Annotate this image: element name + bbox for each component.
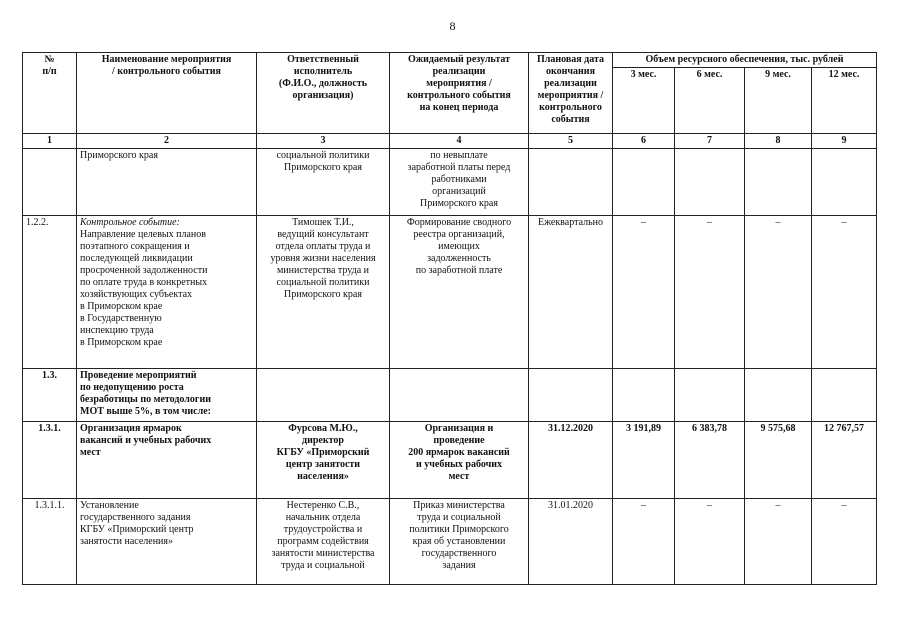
row-name: Организация ярмарок вакансий и учебных рабочих мест [77,422,257,499]
row-name: Направление целевых планов поэтапного сокращения и последующей ликвидации просроченной задолженности по оплате труда в конкретных хозяйствующих субъектах в Приморском крае в Государственную инспекцию труда в Приморском крае [80,229,208,348]
row-value-9: 9 575,68 [745,422,812,499]
row-responsible [257,369,390,422]
plan-table [22,52,877,585]
row-number: 1.3.1. [23,422,77,499]
header-period-3: 3 мес. [613,68,675,134]
row-value-9 [745,369,812,422]
row-name-cell [77,216,257,369]
row-value-6: – [675,499,745,585]
header-responsible: Ответственный исполнитель (Ф.И.О., должность организация) [257,53,390,134]
header-num: № п/п [23,53,77,134]
row-value-3: 3 191,89 [613,422,675,499]
row-result: Приказ министерства труда и социальной политики Приморского края об установлении государственного задания [390,499,529,585]
row-value-9: – [745,216,812,369]
row-name: Приморского края [77,149,257,216]
header-period-12: 12 мес. [812,68,877,134]
column-number: 5 [529,134,613,149]
header-funding: Объем ресурсного обеспечения, тыс. рублей [613,53,877,68]
table-row [23,216,877,369]
page-number: 8 [449,19,456,33]
row-value-9 [745,149,812,216]
table-row [23,422,877,499]
row-number: 1.3.1.1. [23,499,77,585]
row-name: Установление государственного задания КГБУ «Приморский центр занятости населения» [77,499,257,585]
header-name: Наименование мероприятия / контрольного события [77,53,257,134]
row-responsible: Фурсова М.Ю., директор КГБУ «Приморский центр занятости населения» [257,422,390,499]
column-number: 9 [812,134,877,149]
table-row [23,369,877,422]
row-result [390,369,529,422]
header-result: Ожидаемый результат реализации мероприятия / контрольного события на конец периода [390,53,529,134]
row-number [23,149,77,216]
row-name-prefix: Контрольное событие: [80,217,180,228]
row-value-12: 12 767,57 [812,422,877,499]
column-number-row [23,134,877,149]
row-responsible: социальной политики Приморского края [257,149,390,216]
row-responsible: Тимошек Т.И., ведущий консультант отдела оплаты труда и уровня жизни населения министерства труда и социальной политики Приморского края [257,216,390,369]
column-number: 3 [257,134,390,149]
row-result: Организация и проведение 200 ярмарок вакансий и учебных рабочих мест [390,422,529,499]
row-value-3 [613,149,675,216]
row-value-3: – [613,499,675,585]
header-period-9: 9 мес. [745,68,812,134]
row-date: 31.01.2020 [529,499,613,585]
row-date: 31.12.2020 [529,422,613,499]
row-number: 1.3. [23,369,77,422]
row-name: Проведение мероприятий по недопущению роста безработицы по методологии МОТ выше 5%, в том числе: [77,369,257,422]
column-number: 4 [390,134,529,149]
header-period-6: 6 мес. [675,68,745,134]
column-number: 1 [23,134,77,149]
row-value-6: 6 383,78 [675,422,745,499]
row-value-12: – [812,499,877,585]
row-value-12 [812,369,877,422]
row-date: Ежеквартально [529,216,613,369]
row-result: по невыплате заработной платы перед работниками организаций Приморского края [390,149,529,216]
table-row [23,149,877,216]
table-row [23,499,877,585]
column-number: 7 [675,134,745,149]
row-number: 1.2.2. [23,216,77,369]
row-value-9: – [745,499,812,585]
row-responsible: Нестеренко С.В., начальник отдела трудоустройства и программ содействия занятости министерства труда и социальной [257,499,390,585]
row-value-12 [812,149,877,216]
row-value-12: – [812,216,877,369]
column-number: 2 [77,134,257,149]
row-value-3 [613,369,675,422]
row-value-6: – [675,216,745,369]
row-value-6 [675,149,745,216]
row-date [529,149,613,216]
column-number: 8 [745,134,812,149]
row-value-6 [675,369,745,422]
row-date [529,369,613,422]
row-value-3: – [613,216,675,369]
header-row-1 [23,53,877,68]
column-number: 6 [613,134,675,149]
row-result: Формирование сводного реестра организаций, имеющих задолженность по заработной плате [390,216,529,369]
header-date: Плановая дата окончания реализации мероприятия / контрольного события [529,53,613,134]
